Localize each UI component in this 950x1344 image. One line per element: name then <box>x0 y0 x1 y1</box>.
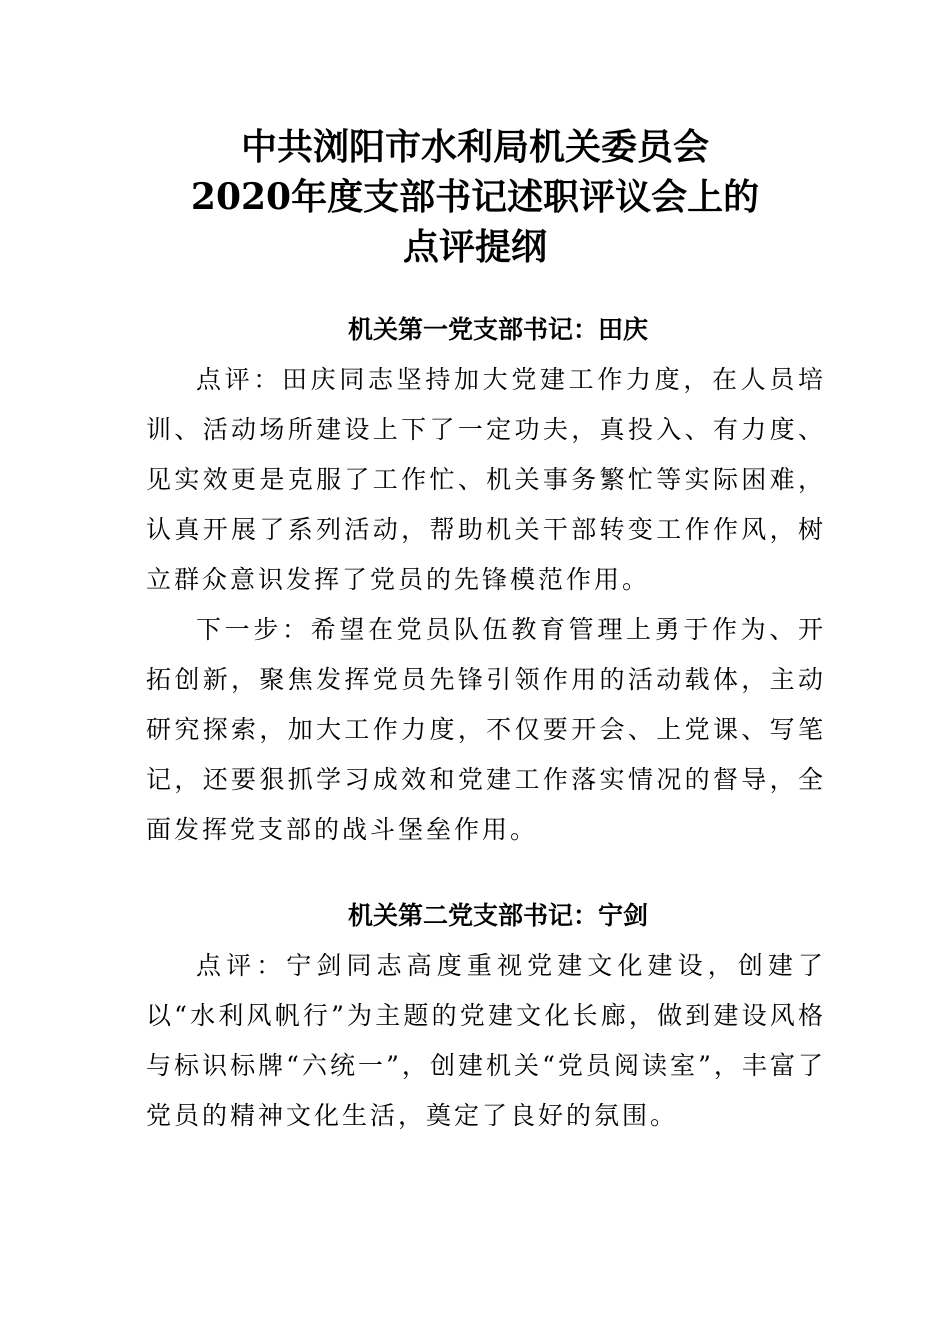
document-title <box>0 122 950 272</box>
title-line-2: 2020年度支部书记述职评议会上的 <box>190 176 760 218</box>
section-heading: 机关第一党支部书记：田庆 <box>347 315 648 344</box>
section-branch-2 <box>146 899 826 1141</box>
paragraph-next-step: 下一步：希望在党员队伍教育管理上勇于作为、开拓创新，聚焦发挥党员先锋引领作用的活动载体，主动研究探索，加大工作力度，不仅要开会、上党课、写笔记，还要狠抓学习成效和党建工作落实情况的督导，全面发挥党支部的战斗堡垒作用。 <box>146 615 826 844</box>
section-branch-1 <box>146 313 826 855</box>
paragraph-comment: 点评：宁剑同志高度重视党建文化建设，创建了以“水利风帆行”为主题的党建文化长廊，做到建设风格与标识标牌“六统一”，创建机关“党员阅读室”，丰富了党员的精神文化生活，奠定了良好的氛围。 <box>146 951 826 1130</box>
title-line-1: 中共浏阳市水利局机关委员会 <box>240 126 709 168</box>
section-heading: 机关第二党支部书记：宁剑 <box>347 901 648 930</box>
title-line-3: 点评提纲 <box>402 226 547 268</box>
paragraph-comment: 点评：田庆同志坚持加大党建工作力度，在人员培训、活动场所建设上下了一定功夫，真投入、有力度、见实效更是克服了工作忙、机关事务繁忙等实际困难，认真开展了系列活动，帮助机关干部转变工作作风，树立群众意识发挥了党员的先锋模范作用。 <box>146 365 826 594</box>
